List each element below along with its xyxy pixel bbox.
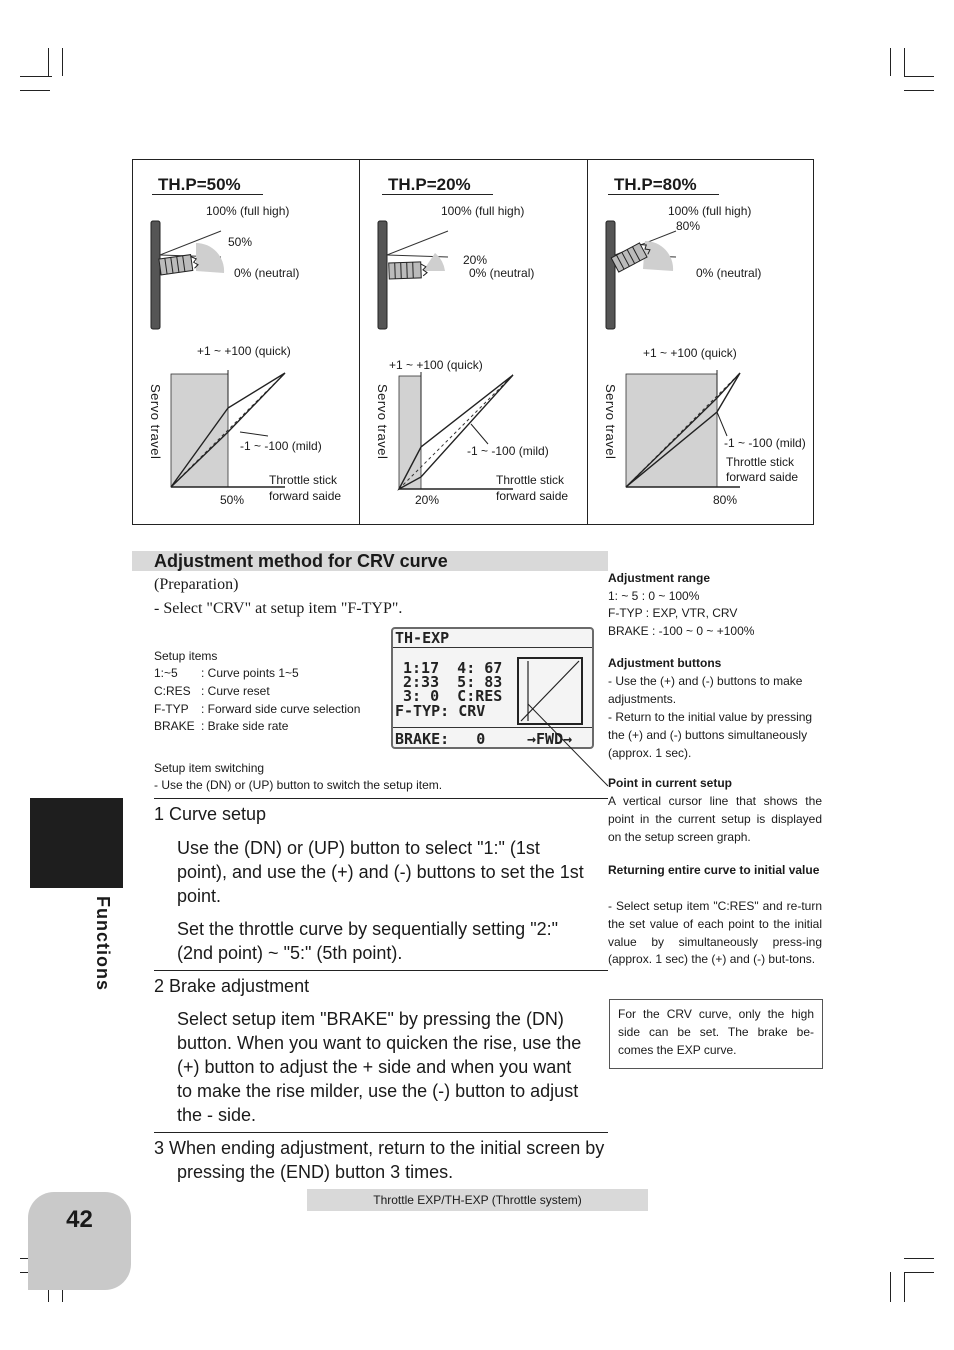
- step-1-text: Use the (DN) or (UP) button to select "1:" (1st point), and use the (+) and (-) buttons to set the 1st point.: [177, 838, 584, 906]
- mild-label: -1 ~ -100 (mild): [724, 436, 806, 450]
- crop-mark: [904, 1258, 934, 1259]
- point-label: 20%: [463, 253, 488, 267]
- lcd-divider: [393, 647, 592, 648]
- setup-item-key: C:RES: [154, 684, 191, 698]
- range-line: F-TYP : EXP, VTR, CRV: [608, 606, 738, 620]
- quick-label: +1 ~ +100 (quick): [643, 346, 737, 360]
- setup-items-heading: Setup items: [154, 649, 218, 663]
- neutral-label: 0% (neutral): [469, 266, 535, 280]
- page-number-tab: [28, 1192, 131, 1290]
- buttons-text: - Return to the initial value by pressing the (+) and (-) buttons simultaneously (approx. 1 sec).: [608, 710, 813, 760]
- section-title: Adjustment method for CRV curve: [154, 551, 448, 571]
- section-tab: [30, 798, 123, 888]
- full-high-label: 100% (full high): [668, 204, 752, 218]
- xlabel: Throttle stick: [726, 455, 795, 469]
- footer-caption: Throttle EXP/TH-EXP (Throttle system): [373, 1193, 582, 1207]
- point-heading: Point in current setup: [608, 776, 733, 790]
- switching-heading: Setup item switching: [154, 761, 265, 775]
- lcd-brake: BRAKE: 0: [395, 730, 486, 748]
- crop-mark: [890, 48, 891, 76]
- crop-mark: [62, 48, 63, 76]
- xlabel: Throttle stick: [269, 473, 338, 487]
- point-label: 80%: [676, 219, 701, 233]
- crop-mark: [890, 1272, 891, 1302]
- lcd-row: 1:17 4: 67: [403, 659, 503, 677]
- x-tick-label: 50%: [220, 493, 245, 507]
- quick-label: +1 ~ +100 (quick): [389, 358, 483, 372]
- return-heading: Returning entire curve to initial value: [608, 863, 820, 877]
- divider: [154, 798, 608, 799]
- throttle-stick-diagram: [148, 215, 238, 335]
- footer-caption-bar: [307, 1189, 648, 1211]
- throttle-stick-diagram: [603, 215, 693, 335]
- divider: [154, 1132, 608, 1133]
- setup-item-desc: : Curve reset: [201, 684, 270, 698]
- lcd-row: 3: 0 C:RES: [403, 687, 503, 705]
- lcd-row: F-TYP: CRV: [395, 702, 486, 720]
- neutral-label: 0% (neutral): [696, 266, 762, 280]
- range-line: 1: ~ 5 : 0 ~ 100%: [608, 589, 700, 603]
- x-tick-label: 80%: [713, 493, 738, 507]
- panel-title: TH.P=50%: [152, 175, 263, 195]
- xlabel: forward saide: [726, 470, 799, 484]
- ylabel: Servo travel: [603, 384, 618, 460]
- lcd-fwd: →FWD→: [527, 730, 573, 748]
- mild-label: -1 ~ -100 (mild): [467, 444, 549, 458]
- step-1-heading: 1 Curve setup: [154, 804, 267, 824]
- xlabel: forward saide: [269, 489, 342, 503]
- range-heading: Adjustment range: [608, 571, 711, 585]
- note-box: [609, 999, 823, 1069]
- crop-mark: [904, 48, 905, 76]
- setup-item-key: 1:~5: [154, 666, 178, 680]
- note-box-text: For the CRV curve, only the high side can be set. The brake be-comes the EXP curve.: [618, 1007, 814, 1057]
- step-2-text: Select setup item "BRAKE" by pressing the (DN) button. When you want to quicken the rise, use the (+) button to adjust the + side and when you want to make the rise milder, use the (-) button to adjust the - side.: [177, 1009, 582, 1125]
- lcd-title: TH-EXP: [395, 629, 450, 647]
- point-label: 50%: [228, 235, 253, 249]
- quick-label: +1 ~ +100 (quick): [197, 344, 291, 358]
- setup-item-key: F-TYP: [154, 702, 189, 716]
- range-line: BRAKE : -100 ~ 0 ~ +100%: [608, 624, 755, 638]
- xlabel: forward saide: [496, 489, 569, 503]
- switching-text: - Use the (DN) or (UP) button to switch the setup item.: [154, 778, 443, 792]
- crop-mark: [904, 1272, 905, 1302]
- crop-mark: [48, 48, 49, 76]
- page-number: 42: [66, 1206, 93, 1233]
- point-text: A vertical cursor line that shows the point in the current setup is displayed on the setup screen graph.: [608, 794, 822, 844]
- curve-graph: [623, 370, 743, 490]
- neutral-label: 0% (neutral): [234, 266, 300, 280]
- panel-divider: [587, 160, 588, 524]
- setup-item-desc: : Brake side rate: [201, 719, 289, 733]
- preparation-label: (Preparation): [154, 576, 239, 593]
- callout-line: [510, 700, 620, 800]
- throttle-stick-diagram: [375, 215, 465, 335]
- curve-graph: [168, 370, 288, 490]
- return-text: - Select setup item "C:RES" and re-turn the set value of each point to the initial value by simultaneously press-ing (approx. 1 sec) the (+) and (-) but-tons.: [608, 899, 822, 967]
- mild-label: -1 ~ -100 (mild): [240, 439, 322, 453]
- full-high-label: 100% (full high): [441, 204, 525, 218]
- setup-item-desc: : Curve points 1~5: [201, 666, 299, 680]
- crop-mark: [20, 76, 52, 77]
- crop-mark: [20, 90, 50, 91]
- step-3-text: 3 When ending adjustment, return to the initial screen by pressing the (END) button 3 times.: [154, 1138, 605, 1182]
- setup-item-key: BRAKE: [154, 719, 195, 733]
- xlabel: Throttle stick: [496, 473, 565, 487]
- ylabel: Servo travel: [148, 384, 163, 460]
- buttons-heading: Adjustment buttons: [608, 656, 722, 670]
- full-high-label: 100% (full high): [206, 204, 290, 218]
- section-tab-label: Functions: [93, 896, 113, 991]
- panel-title: TH.P=80%: [608, 175, 719, 195]
- crop-mark: [904, 90, 934, 91]
- preparation-step: - Select "CRV" at setup item "F-TYP".: [154, 600, 403, 617]
- crop-mark: [904, 76, 934, 77]
- ylabel: Servo travel: [375, 384, 390, 460]
- panel-divider: [359, 160, 360, 524]
- step-1-text: Set the throttle curve by sequentially setting "2:" (2nd point) ~ "5:" (5th point).: [177, 919, 558, 963]
- buttons-text: - Use the (+) and (-) buttons to make adjustments.: [608, 674, 803, 706]
- x-tick-label: 20%: [415, 493, 440, 507]
- step-2-heading: 2 Brake adjustment: [154, 976, 310, 996]
- curve-graph: [396, 372, 516, 492]
- divider: [154, 970, 608, 971]
- panel-title: TH.P=20%: [382, 175, 493, 195]
- crop-mark: [904, 1272, 934, 1273]
- lcd-row: 2:33 5: 83: [403, 673, 503, 691]
- setup-item-desc: : Forward side curve selection: [201, 702, 361, 716]
